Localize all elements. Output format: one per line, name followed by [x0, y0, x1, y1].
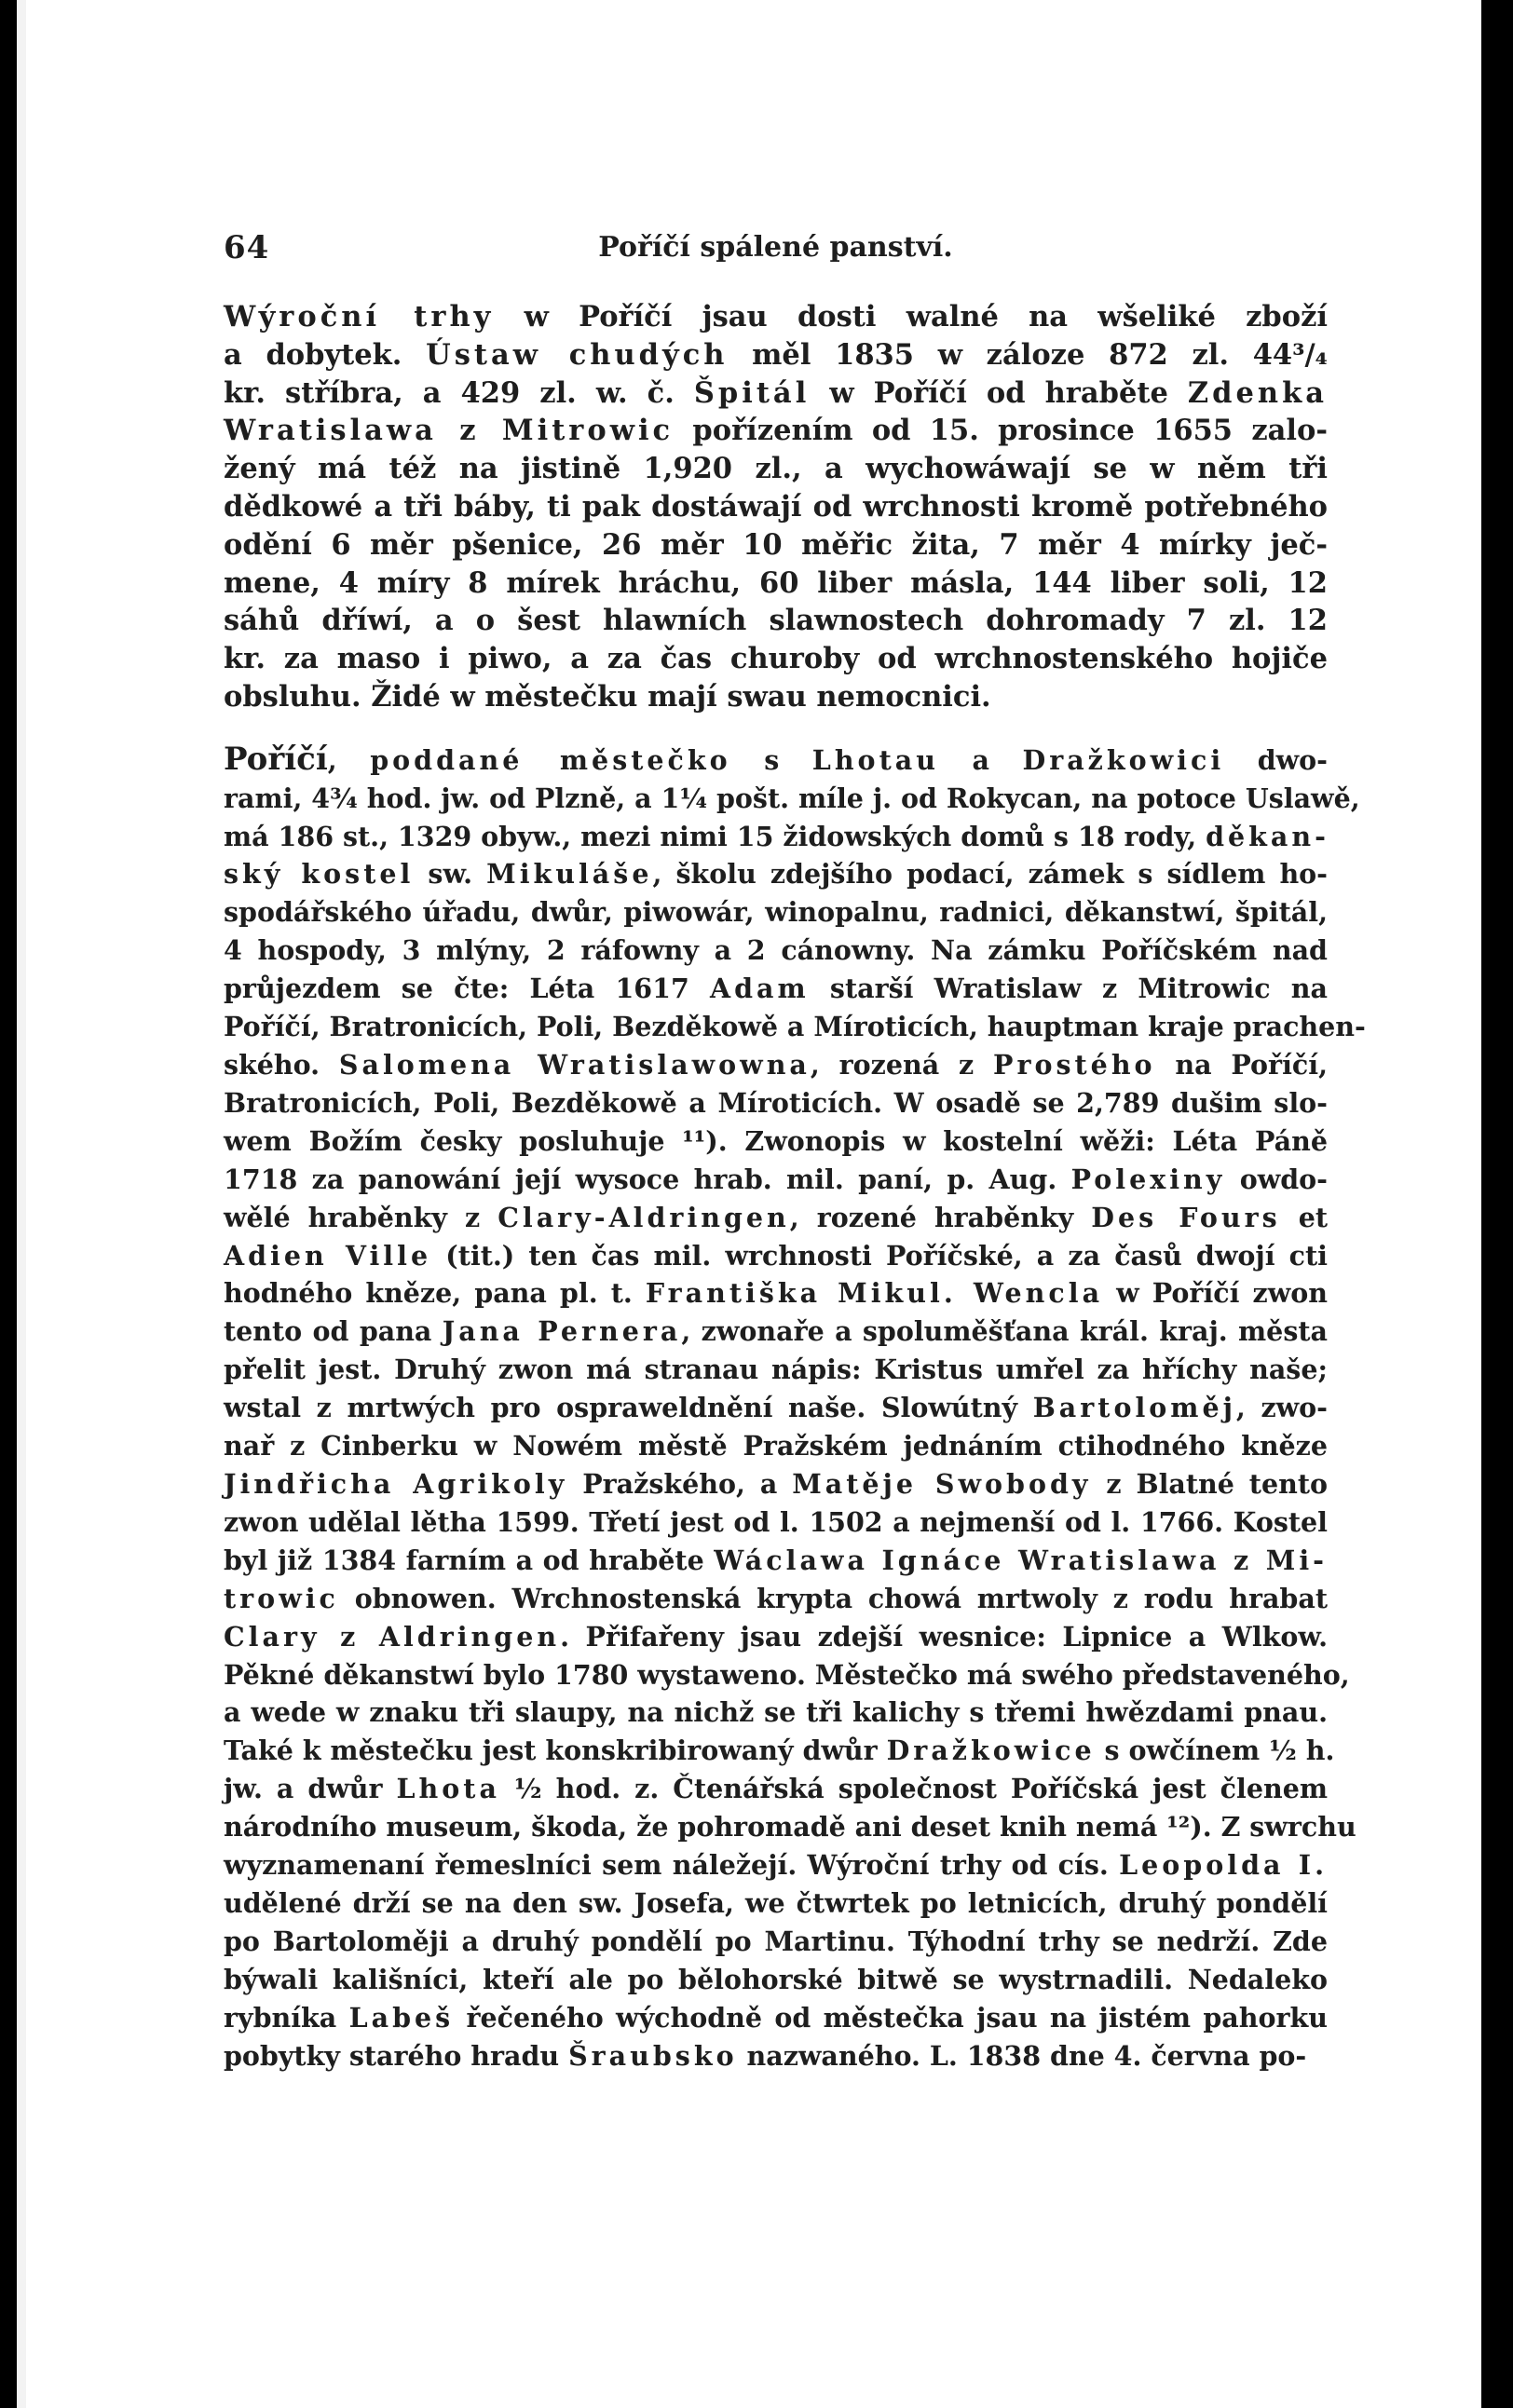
- spaced-emphasis: Clary z Aldringen: [224, 1620, 561, 1653]
- text-run: ského.: [224, 1049, 339, 1082]
- text-line: [224, 1313, 1328, 1351]
- text-line: [224, 526, 1328, 565]
- text-run: rami, 4¾ hod. jw. od Plzně, a 1¼ pošt. míle j. od Rokycan, na potoce Uslawě,: [224, 782, 1360, 814]
- text-run: a dobytek.: [224, 337, 427, 372]
- text-run: žený má též na jistině 1,920 zl., a wychowáwají se w něm tři: [224, 452, 1328, 486]
- text-run: ½ hod. z. Čtenářská společnost Poříčská jest členem: [499, 1773, 1328, 1805]
- text-run: (tit.) ten čas mil. wrchnosti Poříčské, a za časů dwojí cti: [431, 1239, 1328, 1272]
- text-line: [224, 1274, 1328, 1313]
- text-run: měl 1835 w záloze 872 zl. 44³/₄: [728, 337, 1328, 372]
- text-run: , zwo-: [1235, 1392, 1329, 1424]
- text-run: , rozená z: [810, 1049, 994, 1082]
- text-run: po Bartoloměji a druhý pondělí po Martinu. Týhodní trhy se nedrží. Zde: [224, 1925, 1328, 1957]
- text-run: w Poříčí od hraběte: [810, 375, 1188, 410]
- text-run: dědkowé a tři báby, ti pak dostáwají od wrchnosti kromě potřebného: [224, 489, 1328, 524]
- text-line: [224, 932, 1328, 970]
- text-run: sáhů dříwí, a o šest hlawních slawnostech dohromady 7 zl. 12: [224, 604, 1328, 638]
- text-line: [224, 565, 1328, 603]
- spaced-emphasis: Labeš: [348, 2001, 455, 2034]
- text-line: [224, 1008, 1366, 1046]
- text-line: [224, 855, 1328, 893]
- text-run: s: [730, 743, 812, 776]
- text-run: průjezdem se čte: Léta 1617: [224, 973, 711, 1005]
- text-run: owdo-: [1225, 1163, 1329, 1195]
- text-run: rybníka: [224, 2001, 349, 2034]
- scan-left-gap: [17, 0, 26, 2408]
- text-run: dwo-: [1224, 743, 1329, 776]
- spaced-emphasis: Poříčí: [224, 740, 328, 778]
- spaced-emphasis: Bartoloměj: [1032, 1392, 1236, 1424]
- text-run: w Poříčí jsau dosti walné na wšeliké zboží: [494, 300, 1328, 333]
- text-line: [224, 602, 1328, 640]
- text-run: s owčínem ½ h.: [1095, 1735, 1335, 1767]
- text-run: udělené drží se na den sw. Josefa, we čtwrtek po letnicích, druhý pondělí: [224, 1886, 1328, 1919]
- spaced-emphasis: Polexiny: [1070, 1163, 1226, 1195]
- text-run: mene, 4 míry 8 mírek hráchu, 60 liber másla, 144 liber soli, 12: [224, 565, 1328, 600]
- spaced-emphasis: Matěje Swobody: [792, 1467, 1092, 1500]
- text-run: pobytky starého hradu: [224, 2039, 569, 2072]
- text-run: obnowen. Wrchnostenská krypta chowá mrtwoly z rodu hrabat: [338, 1582, 1328, 1614]
- text-line: [224, 336, 1328, 374]
- text-line: [224, 1237, 1328, 1275]
- spaced-emphasis: Zdenka: [1187, 375, 1328, 410]
- spaced-emphasis: děkan-: [1206, 820, 1329, 852]
- text-run: a: [938, 743, 1023, 776]
- text-run: starší Wratislaw z Mitrowic na: [809, 973, 1328, 1005]
- text-line: [224, 1542, 1328, 1580]
- text-run: w Poříčí zwon: [1103, 1277, 1328, 1310]
- text-line: [224, 1122, 1328, 1161]
- text-line: [224, 1923, 1328, 1961]
- text-run: Bratronicích, Poli, Bezděkowě a Míroticích. W osadě se 2,789 dušim slo-: [224, 1086, 1328, 1119]
- spaced-emphasis: ský kostel: [224, 858, 415, 891]
- text-line: [224, 1884, 1328, 1923]
- text-run: Také k městečku jest konskribirowaný dwůr: [224, 1735, 887, 1767]
- text-line: [224, 450, 1328, 488]
- text-line: [224, 1046, 1328, 1084]
- text-run: w Nowém městě Pražském jednáním ctihodného kněze: [457, 1430, 1329, 1462]
- text-run: wělé hraběnky z: [224, 1201, 498, 1233]
- spaced-emphasis: Lhotau: [811, 743, 939, 776]
- spaced-emphasis: Clary-Aldringen: [498, 1201, 790, 1233]
- text-line: [224, 1503, 1328, 1542]
- spaced-emphasis: Dražkowici: [1022, 743, 1225, 776]
- text-run: na Poříčí,: [1155, 1049, 1329, 1082]
- text-line: [224, 374, 1328, 413]
- text-run: 4 hospody, 3 mlýny, 2 ráfowny a 2 cánowny. Na zámku Poříčském nad: [224, 934, 1328, 967]
- text-line: [224, 1694, 1328, 1732]
- text-line: [224, 412, 1328, 450]
- spaced-emphasis: Leopolda I.: [1119, 1849, 1329, 1882]
- text-line: [224, 741, 1328, 780]
- text-run: býwali kališníci, kteří ale po bělohorské bitwě se wystrnadili. Nedaleko: [224, 1963, 1328, 1995]
- spaced-emphasis: Františka Mikul. Wencla: [645, 1277, 1104, 1310]
- text-run: pořízením od 15. prosince 1655 zalo-: [674, 414, 1328, 448]
- running-title: Poříčí spálené panství.: [598, 231, 953, 264]
- text-line: [224, 1732, 1335, 1770]
- text-line: [224, 1961, 1328, 1999]
- spaced-emphasis: Špitál: [693, 375, 811, 410]
- text-run: z Blatné tento: [1091, 1467, 1328, 1500]
- paragraph-porici: [224, 740, 1366, 2075]
- page-header: [224, 224, 1328, 270]
- text-run: přelit jest. Druhý zwon má stranau nápis: Kristus umřel za hříchy naše;: [224, 1354, 1328, 1386]
- spaced-emphasis: trowic: [224, 1582, 339, 1614]
- text-line: [224, 1161, 1328, 1199]
- text-line: [224, 1199, 1328, 1237]
- text-line: [224, 298, 1328, 336]
- spaced-emphasis: Dražkowice: [886, 1735, 1096, 1767]
- text-run: Pěkné děkanstwí bylo 1780 wystaweno. Městečko má swého představeného,: [224, 1658, 1350, 1691]
- spaced-emphasis: Adien Ville: [224, 1239, 432, 1272]
- scan-left-edge: [0, 0, 17, 2408]
- text-line: [224, 1808, 1356, 1846]
- text-run: ,: [327, 743, 371, 776]
- spaced-emphasis: Ústaw chudých: [426, 337, 729, 372]
- text-line: [224, 1580, 1328, 1618]
- book-page: [224, 224, 1366, 2075]
- text-line: [224, 488, 1328, 526]
- spaced-emphasis: Mikuláše: [486, 858, 653, 891]
- text-run: má 186 st., 1329 obyw., mezi nimi 15 židowských domů s 18 rody,: [224, 820, 1206, 852]
- text-line: [224, 1351, 1328, 1389]
- text-line: [224, 678, 1328, 716]
- text-line: [224, 1656, 1350, 1694]
- text-run: wem Božím česky posluhuje ¹¹). Zwonopis w kostelní wěži: Léta Páně: [224, 1124, 1328, 1157]
- text-run: nazwaného. L. 1838 dne 4. června po-: [737, 2039, 1307, 2072]
- spaced-emphasis: Des Fours: [1091, 1201, 1281, 1233]
- paragraph-spital: [224, 298, 1328, 716]
- text-line: [224, 640, 1328, 678]
- spaced-emphasis: poddané městečko: [370, 743, 731, 776]
- text-run: , školu zdejšího podací, zámek s sídlem ho-: [652, 858, 1329, 891]
- text-run: wyznamenaní řemeslníci sem náležejí. Wýroční trhy od cís.: [224, 1849, 1120, 1882]
- text-run: sw.: [414, 858, 487, 891]
- text-line: [224, 1389, 1328, 1427]
- spaced-emphasis: Šraubsko: [568, 2039, 738, 2072]
- text-run: , zwonaře a spoluměšťana král. kraj. města: [681, 1315, 1328, 1348]
- spaced-emphasis: Lhota: [396, 1773, 500, 1805]
- spaced-emphasis: Wáclawa Ignáce Wratislawa z Mi-: [714, 1544, 1328, 1576]
- text-line: [224, 818, 1328, 856]
- text-run: , rozené hraběnky: [789, 1201, 1092, 1233]
- text-line: [224, 1846, 1328, 1884]
- text-run: jw. a dwůr: [224, 1773, 397, 1805]
- text-run: spodářského úřadu, dwůr, piwowár, winopalnu, radnici, děkanstwí, špitál,: [224, 896, 1328, 929]
- text-run: 1718 za panowání její wysoce hrab. mil. paní, p. Aug.: [224, 1163, 1071, 1195]
- text-line: [224, 1770, 1328, 1808]
- scan-right-edge: [1481, 0, 1513, 2408]
- spaced-emphasis: Prostého: [993, 1049, 1156, 1082]
- text-line: [224, 970, 1328, 1008]
- text-run: hodného kněze, pana pl. t.: [224, 1277, 646, 1310]
- spaced-emphasis: Salomena Wratislawowna: [338, 1049, 811, 1082]
- spaced-emphasis: Wratislawa z Mitrowic: [224, 414, 675, 448]
- spaced-emphasis: Wýroční trhy: [224, 300, 495, 333]
- text-line: [224, 1999, 1328, 2037]
- text-run: a wede w znaku tři slaupy, na nichž se tři kalichy s třemi hwězdami pnau.: [224, 1696, 1328, 1729]
- text-run: řečeného wýchodně od městečka jsau na jistém pahorku: [454, 2001, 1328, 2034]
- page-number: 64: [224, 229, 270, 266]
- text-run: národního museum, škoda, že pohromadě ani deset knih nemá ¹²). Z swrchu: [224, 1811, 1356, 1843]
- text-run: kr. stříbra, a 429 zl. w. č.: [224, 375, 694, 410]
- text-run: . Přifařeny jsau zdejší wesnice: Lipnice a Wlkow.: [560, 1620, 1328, 1653]
- text-run: Pražského, a: [567, 1467, 793, 1500]
- text-run: et: [1280, 1201, 1328, 1233]
- text-run: kr. za maso i piwo, a za čas churoby od wrchnostenského hojiče: [224, 642, 1328, 676]
- text-line: [224, 893, 1328, 932]
- text-line: [224, 780, 1360, 818]
- text-line: [224, 1427, 1328, 1465]
- spaced-emphasis: Adam: [710, 973, 810, 1005]
- text-line: [224, 1465, 1328, 1503]
- text-line: [224, 1084, 1328, 1122]
- text-run: wstal z mrtwých pro ospraweldnění naše. Slowútný: [224, 1392, 1033, 1424]
- text-run: Poříčí, Bratronicích, Poli, Bezděkowě a Míroticích, hauptman kraje prachen-: [224, 1011, 1366, 1043]
- text-line: [224, 1618, 1328, 1656]
- text-run: nař z: [224, 1430, 321, 1462]
- spaced-emphasis: Jindřicha Agrikoly: [224, 1467, 568, 1500]
- spaced-emphasis: Jana Pernera: [442, 1315, 682, 1348]
- text-run: odění 6 měr pšenice, 26 měr 10 měřic žita, 7 měr 4 mírky ječ-: [224, 527, 1328, 562]
- text-run: tento od pana: [224, 1315, 443, 1348]
- text-run: zwon udělal lětha 1599. Třetí jest od l. 1502 a nejmenší od l. 1766. Kostel: [224, 1505, 1328, 1538]
- text-line: [224, 2037, 1328, 2075]
- text-run: byl již 1384 farním a od hraběte: [224, 1544, 715, 1576]
- text-run: Cinberku: [320, 1430, 458, 1462]
- text-run: obsluhu. Židé w městečku mají swau nemocnici.: [224, 679, 991, 714]
